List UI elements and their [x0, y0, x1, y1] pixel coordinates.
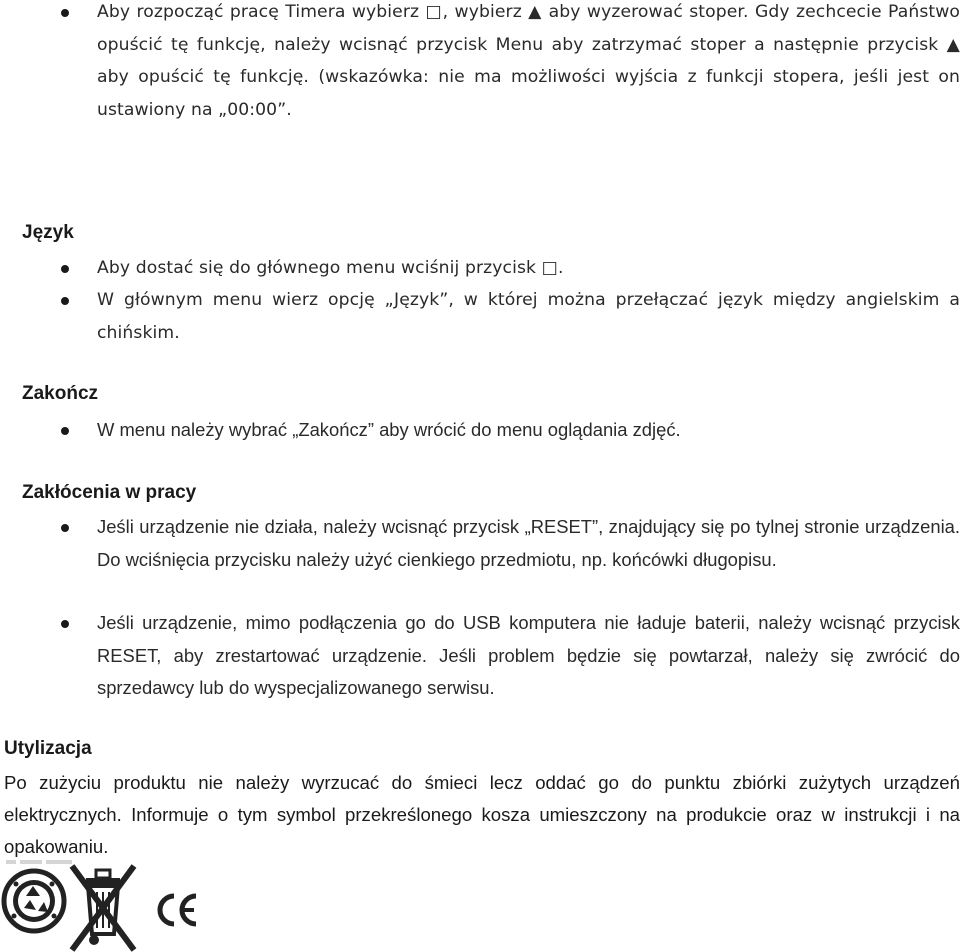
- certification-icons: [0, 858, 210, 952]
- exit-item-text: W menu należy wybrać „Zakończ” aby wrócić do menu oglądania zdjęć.: [97, 419, 681, 440]
- bullet-dot: [61, 427, 69, 435]
- bullet-dot: [61, 265, 69, 273]
- bullet-dot: [61, 297, 69, 305]
- language-item-text: Aby dostać się do głównego menu wciśnij przycisk □.: [97, 258, 564, 278]
- disposal-paragraph: Po zużyciu produktu nie należy wyrzucać do śmieci lecz oddać go do punktu zbiórki zużytych urządzeń elektrycznych. Informuje o tym symbol przekreślonego kosza umieszczony na produkcie oraz w instrukcji i na opakowaniu.: [4, 772, 960, 857]
- bullet-dot: [61, 9, 69, 17]
- heading-exit: Zakończ: [22, 383, 99, 404]
- crossed-bin-icon: [72, 866, 134, 950]
- troubleshooting-item-text: Jeśli urządzenie, mimo podłączenia go do USB komputera nie ładuje baterii, należy wcisnąć przycisk RESET, aby zrestartować urządzenie. Jeśli problem będzie się powtarzał, należy się zwrócić do sprzedawcy lub do wyspecjalizowanego serwisu.: [97, 612, 960, 698]
- bullet-dot: [61, 620, 69, 628]
- recycling-seal-icon: [4, 871, 64, 931]
- timer-paragraph: Aby rozpocząć pracę Timera wybierz □, wybierz ▲ aby wyzerować stoper. Gdy zechcecie Państwo opuścić tę funkcję, należy wcisnąć przycisk Menu aby zatrzymać stoper a następnie przycisk ▲ aby opuścić tę funkcję. (wskazówka: nie ma możliwości wyjścia z funkcji stopera, jeśli jest on ustawiony na „00:00”.: [97, 2, 960, 120]
- language-item-text: W głównym menu wierz opcję „Język”, w której można przełączać język między angielskim a chińskim.: [97, 290, 960, 343]
- heading-disposal: Utylizacja: [4, 738, 92, 759]
- troubleshooting-item-text: Jeśli urządzenie nie działa, należy wcisnąć przycisk „RESET”, znajdujący się po tylnej stronie urządzenia. Do wciśnięcia przycisku należy użyć cienkiego przedmiotu, np. końcówki długopisu.: [97, 516, 960, 570]
- heading-language: Język: [22, 222, 74, 243]
- heading-troubleshooting: Zakłócenia w pracy: [22, 482, 197, 503]
- bullet-dot: [61, 524, 69, 532]
- ce-mark-icon: [160, 896, 196, 924]
